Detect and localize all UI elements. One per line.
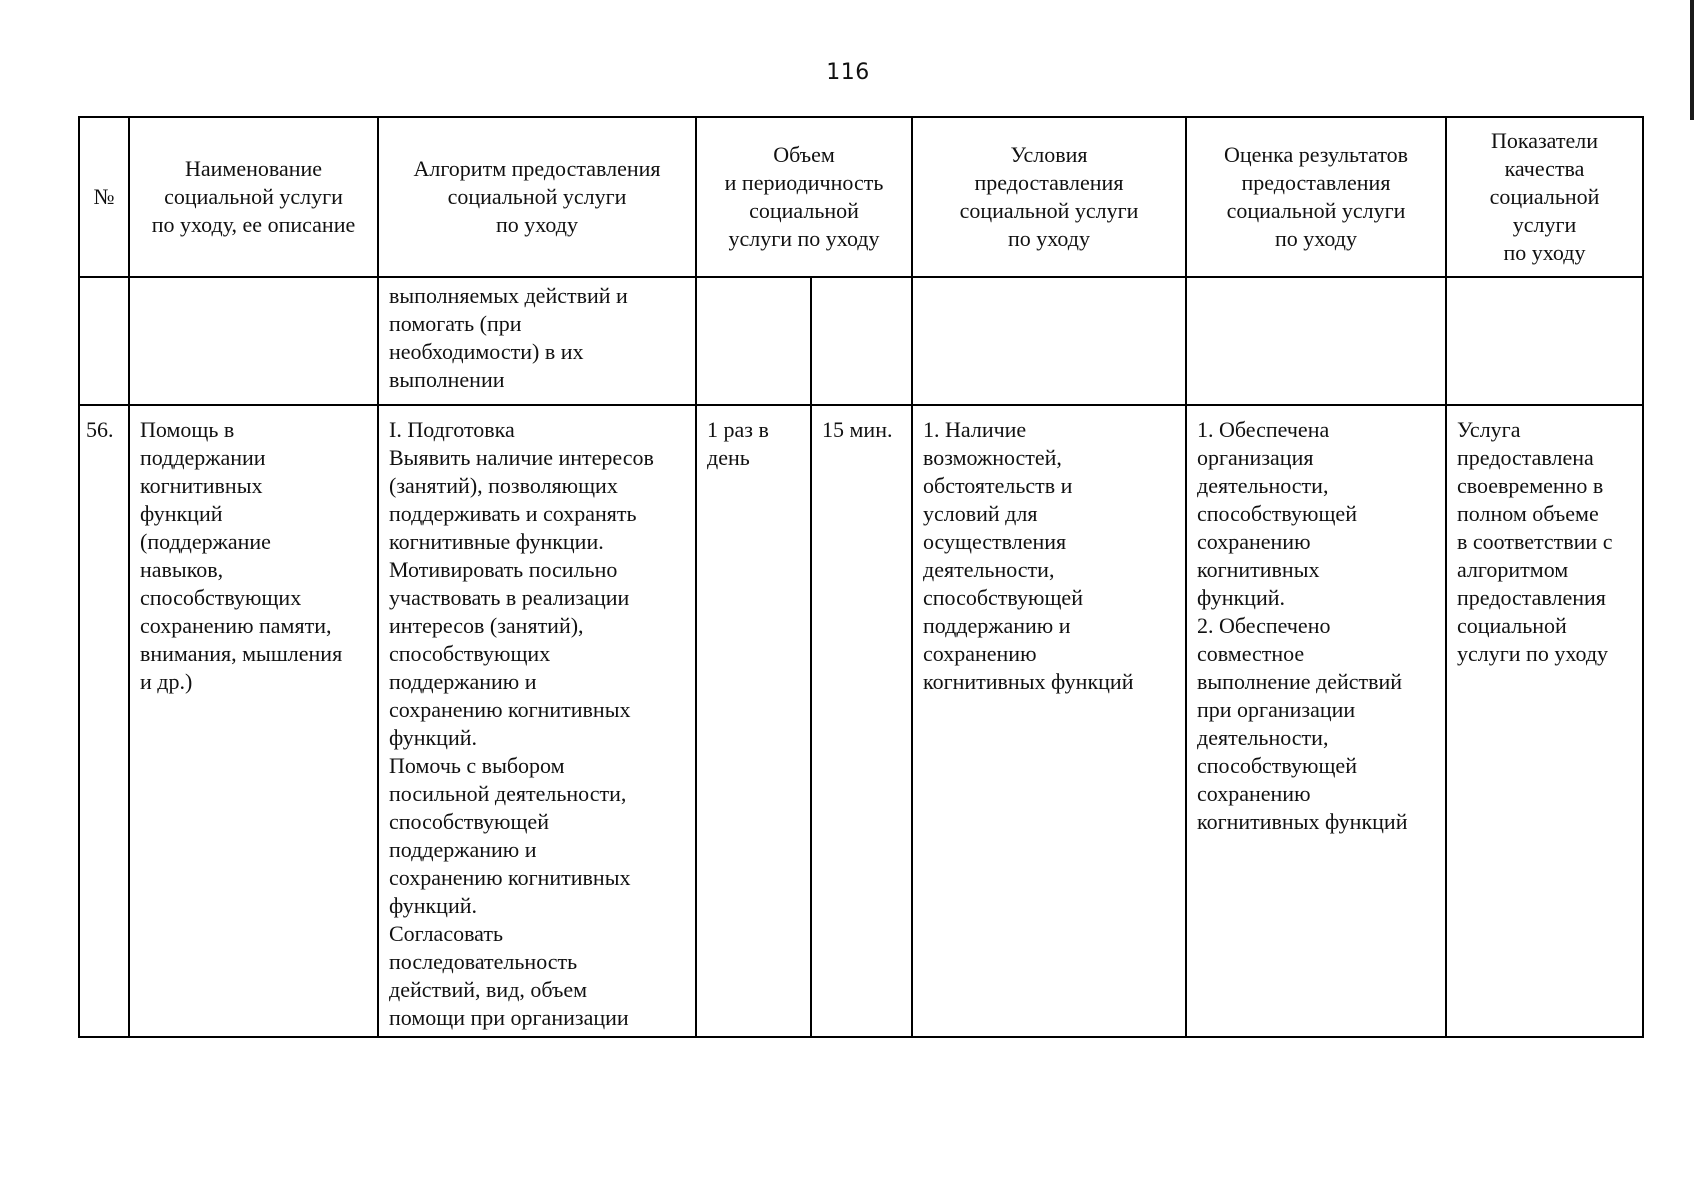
continuation-row <box>79 277 1643 405</box>
cont-duration-cell <box>811 277 912 405</box>
header-algorithm: Алгоритм предоставления социальной услуги по уходу <box>378 117 696 277</box>
header-conditions: Условия предоставления социальной услуги по уходу <box>912 117 1186 277</box>
evaluation-cell: 1. Обеспечена организация деятельности, способствующей сохранению когнитивных функций. 2. Обеспечено совместное выполнение действий при организации деятельности, способствующей сохранению когнитивных функций <box>1186 405 1446 1037</box>
cont-evaluation-cell <box>1186 277 1446 405</box>
algorithm-cell: I. Подготовка Выявить наличие интересов (занятий), позволяющих поддерживать и сохранять когнитивные функции. Мотивировать посильно участвовать в реализации интересов (занятий), способствующих поддержанию и сохранению когнитивных функций. Помочь с выбором посильной деятельности, способствующей поддержанию и сохранению когнитивных функций. Согласовать последовательность действий, вид, объем помощи при организации <box>378 405 696 1037</box>
cont-quality-cell <box>1446 277 1643 405</box>
cont-name-cell <box>129 277 378 405</box>
header-quality: Показатели качества социальной услуги по уходу <box>1446 117 1643 277</box>
header-name: Наименование социальной услуги по уходу, ее описание <box>129 117 378 277</box>
cont-frequency-cell <box>696 277 811 405</box>
header-volume: Объем и периодичность социальной услуги по уходу <box>696 117 912 277</box>
cont-algorithm-cell: выполняемых действий и помогать (при необходимости) в их выполнении <box>378 277 696 405</box>
frequency-cell: 1 раз в день <box>696 405 811 1037</box>
header-num: № <box>79 117 129 277</box>
service-name-cell: Помощь в поддержании когнитивных функций (поддержание навыков, способствующих сохранению памяти, внимания, мышления и др.) <box>129 405 378 1037</box>
page-number: 116 <box>826 60 870 85</box>
duration-cell: 15 мин. <box>811 405 912 1037</box>
row-number: 56. <box>79 405 129 1037</box>
header-row <box>79 117 1643 277</box>
quality-cell: Услуга предоставлена своевременно в полном объеме в соответствии с алгоритмом предоставления социальной услуги по уходу <box>1446 405 1643 1037</box>
cont-num-cell <box>79 277 129 405</box>
header-evaluation: Оценка результатов предоставления социальной услуги по уходу <box>1186 117 1446 277</box>
scan-edge-shadow <box>1690 0 1694 120</box>
services-table <box>78 116 1644 1038</box>
service-row-56 <box>79 405 1643 1037</box>
conditions-cell: 1. Наличие возможностей, обстоятельств и условий для осуществления деятельности, способствующей поддержанию и сохранению когнитивных функций <box>912 405 1186 1037</box>
cont-conditions-cell <box>912 277 1186 405</box>
